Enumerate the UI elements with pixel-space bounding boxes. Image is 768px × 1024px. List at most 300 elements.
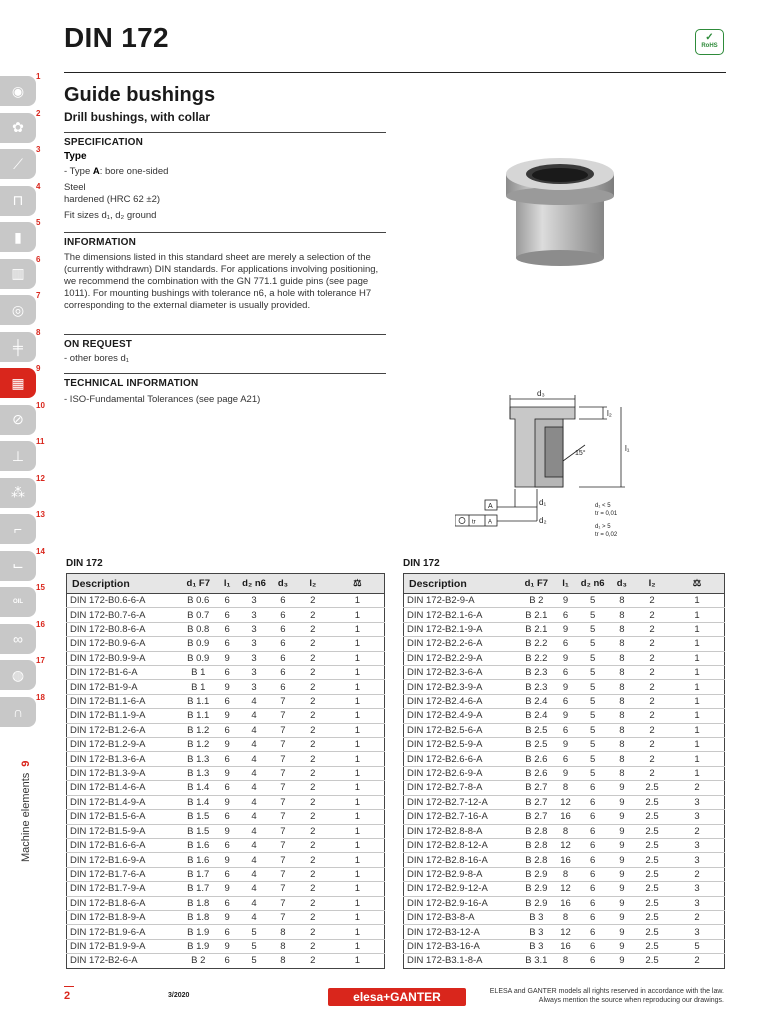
- table-cell: 4: [237, 853, 271, 867]
- on-request-section: [64, 334, 386, 350]
- oil-indicator-icon: OIL: [0, 587, 36, 617]
- table-cell: B 2.7: [517, 795, 555, 809]
- sidebar-tab-9[interactable]: ▦ 9: [0, 364, 46, 401]
- sidebar-tab-10[interactable]: ⊘ 10: [0, 401, 46, 438]
- table-cell: 4: [237, 910, 271, 924]
- table-cell: B 1.1: [179, 709, 217, 723]
- table-cell: 2: [295, 738, 331, 752]
- table-cell: DIN 172-B1.1-9-A: [67, 709, 180, 723]
- table-cell: 4: [237, 752, 271, 766]
- table-cell: 1: [331, 694, 385, 708]
- table-cell: DIN 172-B1.5-9-A: [67, 824, 180, 838]
- table-cell: B 2.3: [517, 666, 555, 680]
- table-row: [404, 896, 725, 910]
- rohs-badge: [695, 29, 724, 55]
- table-cell: B 2.5: [517, 738, 555, 752]
- table-cell: 9: [610, 795, 634, 809]
- table-cell: 7: [271, 824, 295, 838]
- table-cell: B 1.6: [179, 853, 217, 867]
- table-cell: 2: [295, 910, 331, 924]
- table-cell: 3: [670, 853, 724, 867]
- table-cell: B 1.9: [179, 939, 217, 953]
- table-cell: 1: [331, 882, 385, 896]
- label-d1: d₁: [539, 498, 547, 507]
- sidebar-tab-3[interactable]: ⟋ 3: [0, 145, 46, 182]
- table-cell: 1: [331, 896, 385, 910]
- table-cell: DIN 172-B2.4-9-A: [404, 709, 518, 723]
- sidebar-tab-1[interactable]: ◉ 1: [0, 72, 46, 109]
- table-cell: 4: [237, 723, 271, 737]
- table-cell: 1: [331, 766, 385, 780]
- table-cell: 2: [670, 781, 724, 795]
- table-cell: 6: [217, 925, 237, 939]
- table-cell: DIN 172-B2.8-12-A: [404, 838, 518, 852]
- table-cell: 2: [295, 810, 331, 824]
- table-cell: 1: [331, 709, 385, 723]
- table-cell: 2: [295, 608, 331, 622]
- column-header: ⚖: [331, 574, 385, 594]
- table-cell: 1: [331, 810, 385, 824]
- sidebar-tab-2[interactable]: ✿ 2: [0, 109, 46, 146]
- table-cell: 6: [576, 954, 610, 968]
- table-cell: 2: [295, 896, 331, 910]
- table-cell: 5: [576, 766, 610, 780]
- table-cell: 8: [555, 910, 575, 924]
- table-cell: DIN 172-B2.1-9-A: [404, 622, 518, 636]
- table-cell: 6: [217, 954, 237, 968]
- table-cell: DIN 172-B1.5-6-A: [67, 810, 180, 824]
- table-cell: 16: [555, 896, 575, 910]
- table-cell: DIN 172-B0.6-6-A: [67, 594, 180, 608]
- table-cell: 3: [670, 896, 724, 910]
- table-cell: 5: [576, 752, 610, 766]
- table-cell: 8: [610, 709, 634, 723]
- column-header: l₁: [555, 574, 575, 594]
- handle-icon: ⊓: [0, 186, 36, 216]
- table-cell: 3: [670, 925, 724, 939]
- table-cell: DIN 172-B1.3-9-A: [67, 766, 180, 780]
- table-row: [404, 694, 725, 708]
- table-row: [67, 939, 385, 953]
- table-cell: 7: [271, 795, 295, 809]
- sidebar-tab-18[interactable]: ∩ 18: [0, 693, 46, 730]
- column-header: l₂: [295, 574, 331, 594]
- material: Steel: [64, 182, 86, 193]
- table-cell: 6: [576, 810, 610, 824]
- table-cell: 2.5: [634, 925, 670, 939]
- table-cell: B 2.6: [517, 752, 555, 766]
- sidebar-tab-14[interactable]: ⌙ 14: [0, 547, 46, 584]
- table-cell: 7: [271, 766, 295, 780]
- table-cell: 2: [295, 680, 331, 694]
- table-cell: 6: [217, 594, 237, 608]
- table-cell: B 1.3: [179, 766, 217, 780]
- table-cell: 2: [634, 738, 670, 752]
- table-cell: 2: [634, 666, 670, 680]
- table-cell: DIN 172-B0.9-9-A: [67, 651, 180, 665]
- table-cell: 6: [576, 896, 610, 910]
- table-row: [404, 910, 725, 924]
- table-row: [404, 795, 725, 809]
- column-header: l₂: [634, 574, 670, 594]
- table-cell: DIN 172-B2.7-12-A: [404, 795, 518, 809]
- table-cell: DIN 172-B1.2-9-A: [67, 738, 180, 752]
- table-cell: 2: [295, 925, 331, 939]
- table-cell: 8: [271, 925, 295, 939]
- table-cell: 8: [271, 954, 295, 968]
- table-cell: B 1.1: [179, 694, 217, 708]
- table-cell: 6: [555, 694, 575, 708]
- table-cell: B 3: [517, 925, 555, 939]
- table-cell: 6: [271, 666, 295, 680]
- sidebar-tab-6[interactable]: ▥ 6: [0, 255, 46, 292]
- table-cell: B 2.4: [517, 709, 555, 723]
- table-cell: DIN 172-B0.9-6-A: [67, 637, 180, 651]
- table-cell: B 1.3: [179, 752, 217, 766]
- table-row: [67, 666, 385, 680]
- table-cell: 6: [555, 752, 575, 766]
- sidebar-tab-5[interactable]: ▮ 5: [0, 218, 46, 255]
- table-cell: B 2.7: [517, 810, 555, 824]
- table-cell: B 1.2: [179, 738, 217, 752]
- specification-section: [64, 132, 386, 148]
- table-cell: B 3: [517, 910, 555, 924]
- table-cell: 6: [576, 838, 610, 852]
- table-row: [67, 781, 385, 795]
- table-cell: 4: [237, 694, 271, 708]
- table-cell: 2: [295, 954, 331, 968]
- table-cell: 1: [670, 680, 724, 694]
- table-cell: 5: [237, 939, 271, 953]
- leveling-foot-icon: ⊥: [0, 441, 36, 471]
- table-row: [67, 838, 385, 852]
- table-cell: 1: [670, 766, 724, 780]
- table-cell: 9: [217, 651, 237, 665]
- table-row: [404, 752, 725, 766]
- table-cell: 9: [217, 680, 237, 694]
- table-cell: 9: [610, 853, 634, 867]
- table-cell: 1: [670, 752, 724, 766]
- sidebar-tab-8[interactable]: ╪ 8: [0, 328, 46, 365]
- table-cell: 9: [555, 651, 575, 665]
- table-row: [404, 637, 725, 651]
- table-cell: 7: [271, 694, 295, 708]
- table-row: [404, 925, 725, 939]
- table-cell: DIN 172-B1-9-A: [67, 680, 180, 694]
- table-cell: DIN 172-B2.8-16-A: [404, 853, 518, 867]
- table-cell: 4: [237, 781, 271, 795]
- table-cell: 6: [576, 882, 610, 896]
- table-cell: 2.5: [634, 882, 670, 896]
- table-cell: 3: [670, 838, 724, 852]
- table-cell: 9: [217, 738, 237, 752]
- table-cell: B 3: [517, 939, 555, 953]
- table-cell: B 2.6: [517, 766, 555, 780]
- table-row: [404, 867, 725, 881]
- table-cell: 7: [271, 810, 295, 824]
- table-cell: 1: [331, 910, 385, 924]
- table-cell: DIN 172-B0.7-6-A: [67, 608, 180, 622]
- table-cell: 2: [670, 954, 724, 968]
- table-cell: 1: [331, 781, 385, 795]
- table-cell: 2.5: [634, 838, 670, 852]
- table-cell: B 2.8: [517, 838, 555, 852]
- sidebar-tab-12[interactable]: ⁂ 12: [0, 474, 46, 511]
- table-cell: DIN 172-B1.2-6-A: [67, 723, 180, 737]
- table-cell: 4: [237, 867, 271, 881]
- table-row: [67, 723, 385, 737]
- table-row: [404, 594, 725, 608]
- right-table: [403, 573, 725, 969]
- table-cell: 2.5: [634, 795, 670, 809]
- table-cell: 1: [331, 723, 385, 737]
- table-cell: 8: [610, 637, 634, 651]
- sidebar-tab-15[interactable]: OIL 15: [0, 583, 46, 620]
- table-cell: 6: [271, 594, 295, 608]
- sidebar-tab-13[interactable]: ⌐ 13: [0, 510, 46, 547]
- table-cell: 2: [295, 824, 331, 838]
- table-cell: 2.5: [634, 867, 670, 881]
- label-angle: 15°: [575, 450, 586, 457]
- table-cell: 12: [555, 925, 575, 939]
- column-header: ⚖: [670, 574, 724, 594]
- table-cell: 5: [670, 939, 724, 953]
- table-cell: DIN 172-B1.8-9-A: [67, 910, 180, 924]
- sidebar-tab-11[interactable]: ⊥ 11: [0, 437, 46, 474]
- table-cell: 9: [555, 766, 575, 780]
- table-cell: 6: [576, 853, 610, 867]
- table-cell: 2: [634, 608, 670, 622]
- table-cell: 4: [237, 882, 271, 896]
- knob-icon: ◉: [0, 76, 36, 106]
- header-divider: [64, 72, 726, 73]
- table-cell: 12: [555, 882, 575, 896]
- technical-drawing: [455, 385, 655, 545]
- table-cell: 9: [217, 939, 237, 953]
- table-cell: 5: [237, 925, 271, 939]
- table-cell: 1: [670, 594, 724, 608]
- table-cell: DIN 172-B1.9-9-A: [67, 939, 180, 953]
- table-cell: 8: [555, 867, 575, 881]
- table-cell: 2.5: [634, 824, 670, 838]
- table-cell: 6: [217, 622, 237, 636]
- table-row: [67, 651, 385, 665]
- table-cell: 6: [555, 666, 575, 680]
- sidebar-tab-4[interactable]: ⊓ 4: [0, 182, 46, 219]
- table-cell: 2: [295, 939, 331, 953]
- table-row: [404, 766, 725, 780]
- table-cell: 5: [576, 594, 610, 608]
- column-header: d₂ n6: [237, 574, 271, 594]
- column-header: Description: [67, 574, 180, 594]
- table-cell: 12: [555, 795, 575, 809]
- table-cell: DIN 172-B2.6-6-A: [404, 752, 518, 766]
- table-row: [67, 910, 385, 924]
- table-cell: 1: [670, 622, 724, 636]
- check-icon: ✓: [705, 32, 714, 43]
- table-row: [404, 781, 725, 795]
- right-table-caption: DIN 172: [403, 558, 440, 569]
- table-cell: B 1.8: [179, 910, 217, 924]
- table-cell: DIN 172-B2.3-9-A: [404, 680, 518, 694]
- table-row: [67, 622, 385, 636]
- table-row: [404, 622, 725, 636]
- table-cell: 2: [295, 766, 331, 780]
- table-header: [67, 574, 385, 594]
- specification-heading: SPECIFICATION: [64, 137, 144, 148]
- table-cell: 2: [634, 752, 670, 766]
- table-cell: 6: [271, 651, 295, 665]
- table-cell: 6: [217, 666, 237, 680]
- table-cell: 2: [295, 723, 331, 737]
- table-cell: 8: [610, 666, 634, 680]
- table-cell: 5: [576, 608, 610, 622]
- table-cell: 4: [237, 709, 271, 723]
- label-tol-symbol: tr: [472, 519, 476, 526]
- table-cell: 1: [670, 694, 724, 708]
- table-cell: 6: [217, 896, 237, 910]
- table-cell: DIN 172-B1.7-6-A: [67, 867, 180, 881]
- table-cell: DIN 172-B2.2-9-A: [404, 651, 518, 665]
- table-cell: 5: [576, 694, 610, 708]
- table-cell: 9: [610, 810, 634, 824]
- page-number: 2: [64, 990, 71, 1002]
- table-cell: 2.5: [634, 810, 670, 824]
- table-cell: B 2.9: [517, 896, 555, 910]
- table-cell: DIN 172-B0.8-6-A: [67, 622, 180, 636]
- table-cell: 1: [670, 723, 724, 737]
- information-heading: INFORMATION: [64, 237, 137, 248]
- table-cell: B 1.4: [179, 795, 217, 809]
- table-cell: 2: [634, 709, 670, 723]
- footer-date: 3/2020: [168, 992, 190, 999]
- table-cell: 1: [331, 622, 385, 636]
- table-cell: 8: [555, 954, 575, 968]
- table-cell: DIN 172-B2.9-8-A: [404, 867, 518, 881]
- table-cell: 1: [670, 608, 724, 622]
- table-cell: 9: [555, 622, 575, 636]
- table-cell: B 1.4: [179, 781, 217, 795]
- table-cell: 6: [576, 910, 610, 924]
- table-row: [67, 680, 385, 694]
- specification-body: [64, 151, 390, 222]
- table-cell: DIN 172-B2.2-6-A: [404, 637, 518, 651]
- table-cell: DIN 172-B3-16-A: [404, 939, 518, 953]
- table-cell: 1: [331, 867, 385, 881]
- table-cell: 6: [271, 637, 295, 651]
- table-cell: 2: [670, 824, 724, 838]
- table-cell: 8: [610, 752, 634, 766]
- label-tol-ref: A: [488, 519, 493, 526]
- type-label: Type: [64, 151, 87, 162]
- fit-sizes: Fit sizes d₁, d₂ ground: [64, 210, 157, 221]
- table-row: [67, 637, 385, 651]
- table-cell: 9: [555, 709, 575, 723]
- table-cell: B 0.9: [179, 637, 217, 651]
- table-cell: 6: [217, 694, 237, 708]
- table-cell: 9: [610, 781, 634, 795]
- table-cell: 2: [295, 795, 331, 809]
- table-row: [67, 853, 385, 867]
- table-cell: 2: [670, 910, 724, 924]
- castor-icon: ⁂: [0, 478, 36, 508]
- sidebar-tab-7[interactable]: ◎ 7: [0, 291, 46, 328]
- screw-icon: ╪: [0, 332, 36, 362]
- table-cell: 6: [576, 781, 610, 795]
- table-cell: DIN 172-B1.4-9-A: [67, 795, 180, 809]
- table-row: [67, 766, 385, 780]
- table-cell: B 2.2: [517, 637, 555, 651]
- table-cell: 6: [217, 752, 237, 766]
- table-cell: 2: [295, 882, 331, 896]
- table-cell: 6: [271, 608, 295, 622]
- column-header: Description: [404, 574, 518, 594]
- table-cell: DIN 172-B3-8-A: [404, 910, 518, 924]
- table-cell: 2.5: [634, 939, 670, 953]
- table-cell: 1: [331, 666, 385, 680]
- table-cell: 6: [217, 781, 237, 795]
- table-cell: 9: [217, 824, 237, 838]
- note1-b: tr = 0,01: [595, 511, 618, 517]
- table-cell: 1: [670, 637, 724, 651]
- table-cell: DIN 172-B2-9-A: [404, 594, 518, 608]
- table-cell: 7: [271, 838, 295, 852]
- table-cell: 2: [295, 752, 331, 766]
- table-cell: 2: [295, 694, 331, 708]
- table-cell: 7: [271, 896, 295, 910]
- sidebar-tab-16[interactable]: ∞ 16: [0, 620, 46, 657]
- table-row: [404, 954, 725, 968]
- table-cell: 8: [610, 594, 634, 608]
- table-cell: 3: [670, 795, 724, 809]
- table-cell: DIN 172-B2.7-16-A: [404, 810, 518, 824]
- table-cell: 5: [576, 637, 610, 651]
- table-cell: DIN 172-B2.4-6-A: [404, 694, 518, 708]
- table-cell: 9: [610, 824, 634, 838]
- table-cell: 16: [555, 810, 575, 824]
- table-row: [67, 752, 385, 766]
- table-row: [67, 709, 385, 723]
- table-row: [67, 882, 385, 896]
- table-cell: 1: [331, 838, 385, 852]
- table-cell: 2: [295, 781, 331, 795]
- table-cell: 3: [237, 651, 271, 665]
- table-cell: 7: [271, 709, 295, 723]
- table-row: [404, 651, 725, 665]
- table-row: [404, 680, 725, 694]
- note1-a: d₁ < 5: [595, 503, 611, 509]
- technical-text: - ISO-Fundamental Tolerances (see page A21): [64, 394, 261, 405]
- table-header: [404, 574, 725, 594]
- hardness: hardened (HRC 62 ±2): [64, 194, 161, 205]
- note2-b: tr = 0,02: [595, 532, 618, 538]
- table-cell: B 1.2: [179, 723, 217, 737]
- table-cell: 1: [670, 738, 724, 752]
- table-cell: 9: [217, 853, 237, 867]
- table-cell: 6: [217, 723, 237, 737]
- table-cell: 4: [237, 810, 271, 824]
- sidebar-tab-17[interactable]: ◍ 17: [0, 656, 46, 693]
- table-cell: 9: [555, 738, 575, 752]
- table-cell: 6: [271, 622, 295, 636]
- product-name: Guide bushings: [64, 84, 216, 106]
- table-cell: 7: [271, 723, 295, 737]
- table-cell: 1: [331, 939, 385, 953]
- table-cell: 7: [271, 882, 295, 896]
- table-cell: 5: [576, 666, 610, 680]
- table-cell: 9: [610, 838, 634, 852]
- table-cell: 9: [610, 939, 634, 953]
